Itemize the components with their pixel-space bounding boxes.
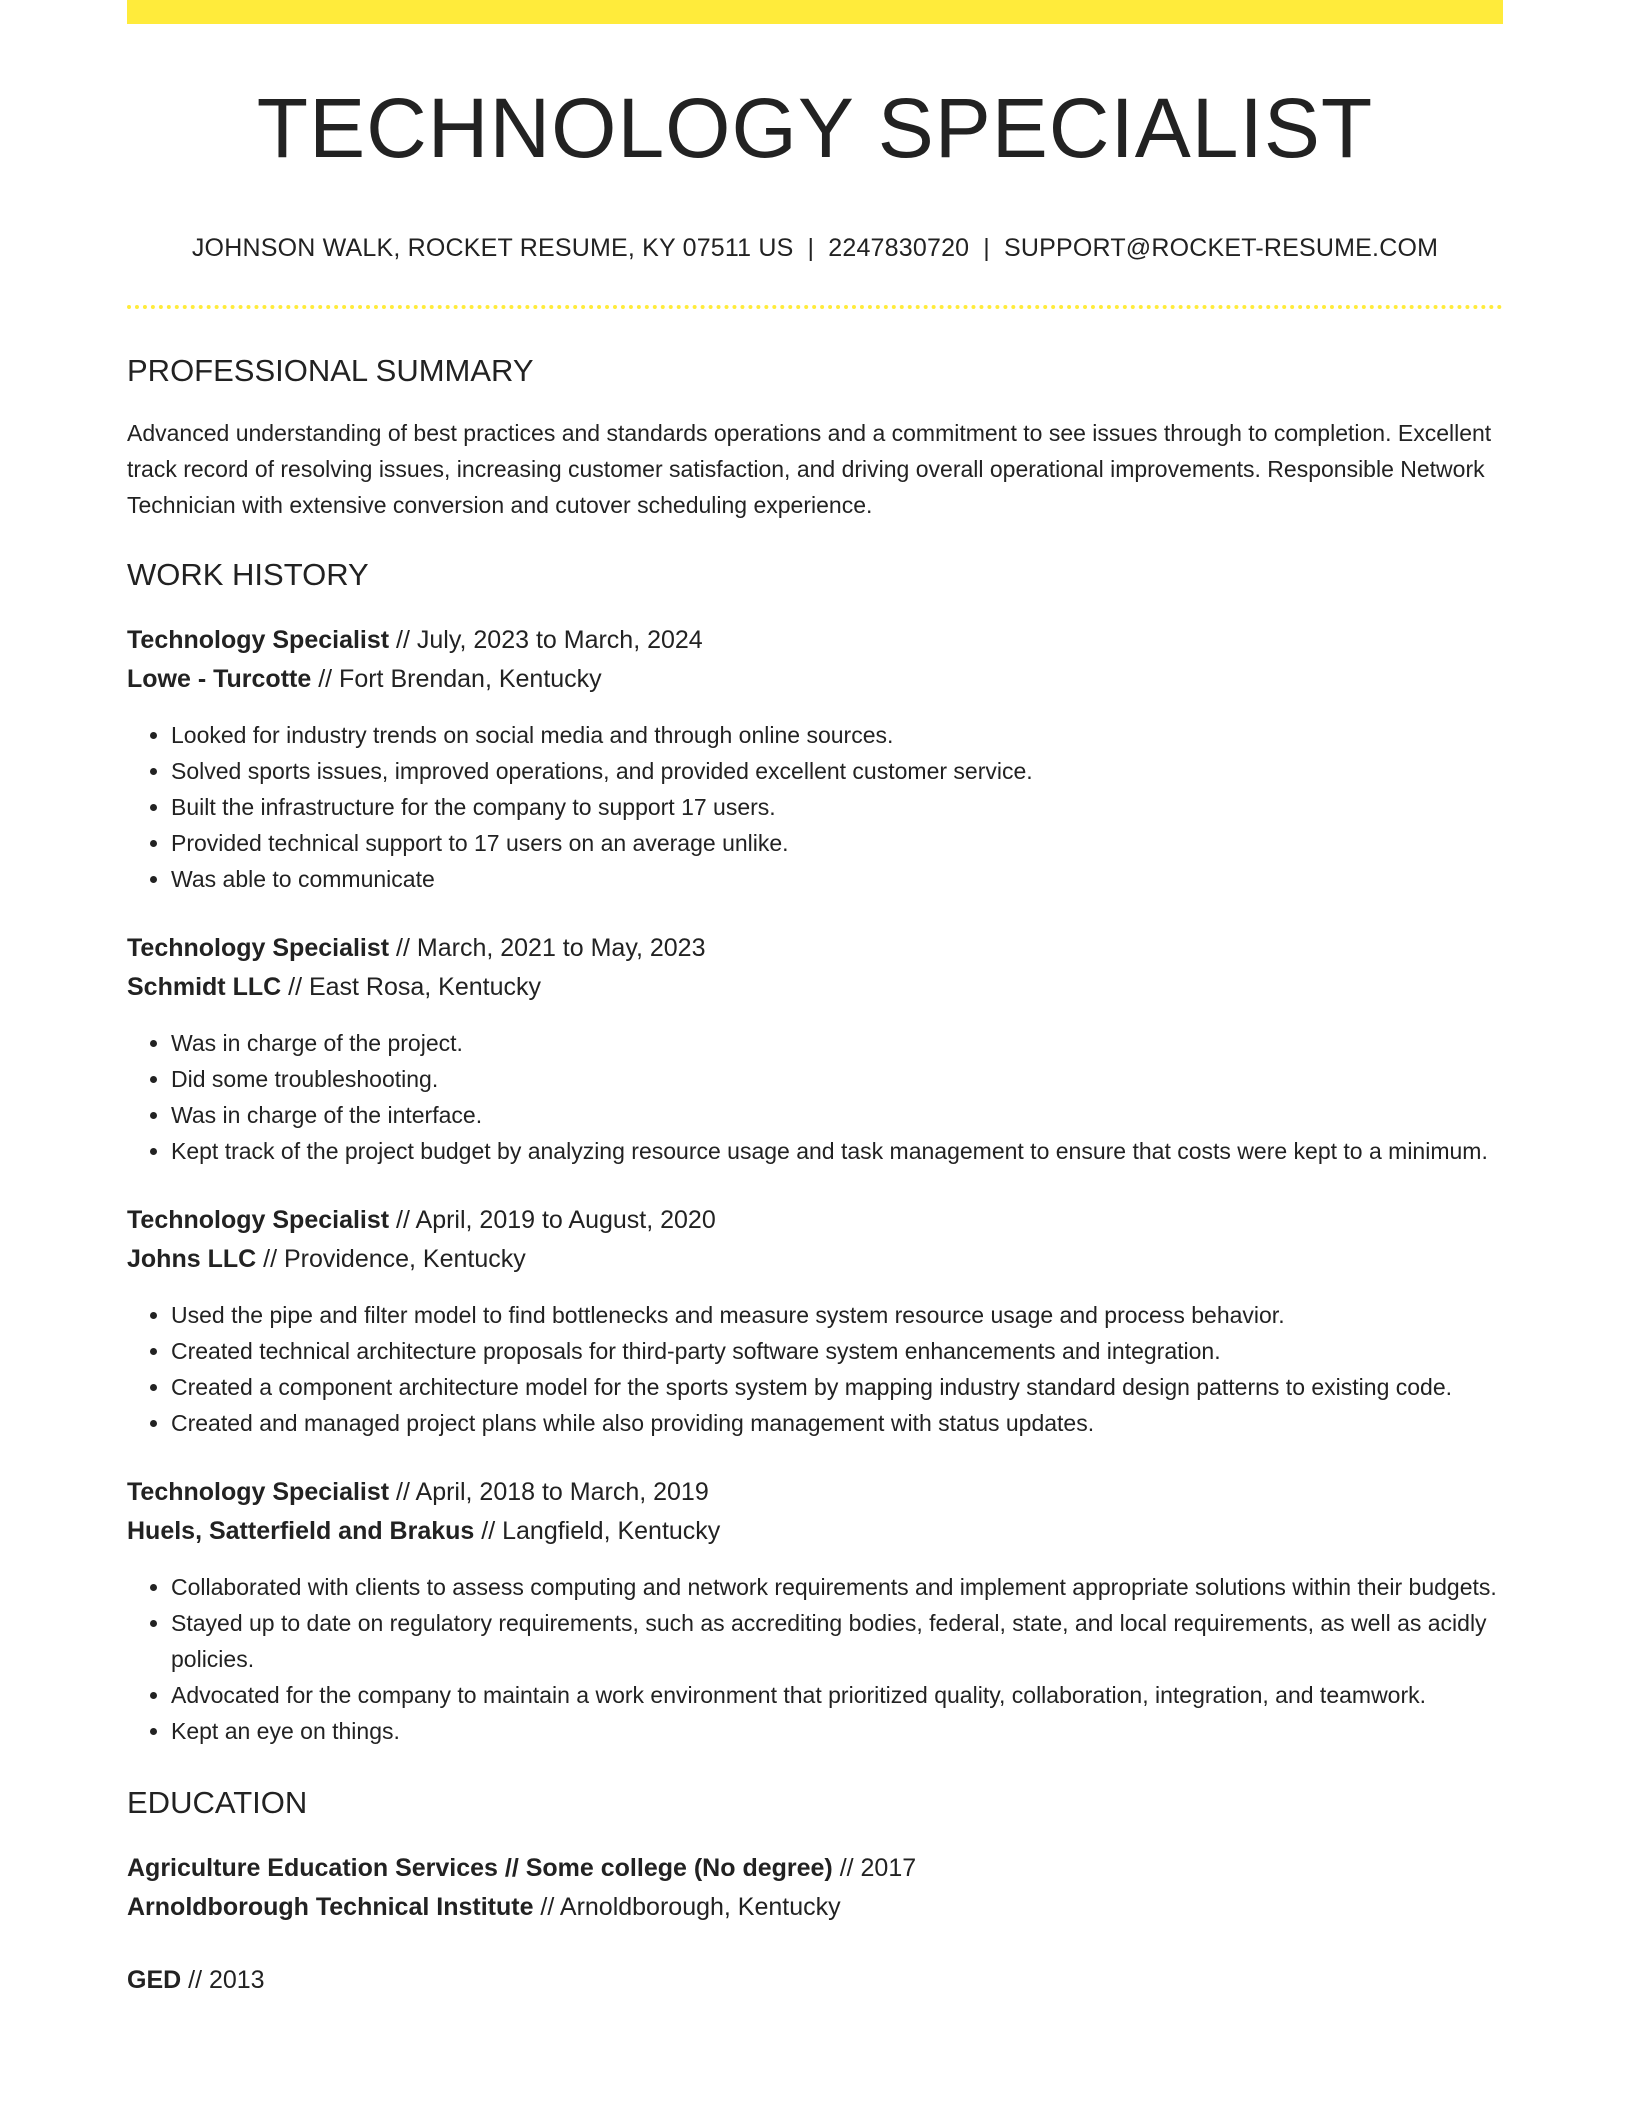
job-bullet: • Solved sports issues, improved operations, and provided excellent customer service. — [171, 753, 1503, 789]
job-role: Technology Specialist — [127, 1206, 390, 1235]
education-school-line — [127, 1888, 1503, 1927]
job-company: Johns LLC — [127, 1245, 257, 1274]
job-bullet: • Advocated for the company to maintain a work environment that prioritized quality, collaboration, integration, and teamwork. — [171, 1677, 1503, 1713]
job-title-line — [127, 1201, 1503, 1240]
job-location: // Langfield, Kentucky — [474, 1517, 721, 1546]
contact-separator: | — [983, 234, 990, 263]
resume-page — [127, 0, 1503, 2000]
job-company: Schmidt LLC — [127, 973, 282, 1002]
job-dates: // March, 2021 to May, 2023 — [389, 934, 706, 963]
job-location: // Fort Brendan, Kentucky — [311, 665, 602, 694]
job-entry — [127, 1201, 1503, 1441]
job-bullet: • Collaborated with clients to assess computing and network requirements and implement appropriate solutions within their budgets. — [171, 1569, 1503, 1605]
job-entry — [127, 621, 1503, 897]
summary-heading: PROFESSIONAL SUMMARY — [127, 353, 534, 389]
job-title-line — [127, 1473, 1503, 1512]
education-heading: EDUCATION — [127, 1785, 308, 1821]
job-company-line — [127, 968, 1503, 1007]
job-dates: // April, 2018 to March, 2019 — [389, 1478, 709, 1507]
job-bullet: • Kept track of the project budget by analyzing resource usage and task management to ensure that costs were kept to a minimum. — [171, 1133, 1503, 1169]
education-entry — [127, 1849, 1503, 1927]
job-bullets — [127, 1297, 1503, 1441]
contact-phone: 2247830720 — [828, 234, 970, 263]
job-bullet: • Looked for industry trends on social media and through online sources. — [171, 717, 1503, 753]
job-dates: // April, 2019 to August, 2020 — [389, 1206, 716, 1235]
job-role: Technology Specialist — [127, 626, 390, 655]
education-school: Arnoldborough Technical Institute — [127, 1893, 534, 1922]
summary-text: Advanced understanding of best practices and standards operations and a commitment to see issues through to completion. Excellent track record of resolving issues, increasing customer satisfaction, and driving overall operational improvements. Responsible Network Technician with extensive conversion and cutover scheduling experience. — [127, 420, 1492, 519]
job-bullet: • Was in charge of the project. — [171, 1025, 1503, 1061]
job-bullets — [127, 1569, 1503, 1749]
job-bullet: • Did some troubleshooting. — [171, 1061, 1503, 1097]
job-company: Huels, Satterfield and Brakus — [127, 1517, 475, 1546]
job-location: // Providence, Kentucky — [256, 1245, 526, 1274]
accent-top-bar — [127, 0, 1503, 24]
job-bullet: • Kept an eye on things. — [171, 1713, 1503, 1749]
work-history-heading: WORK HISTORY — [127, 557, 369, 593]
job-company-line — [127, 660, 1503, 699]
education-entry — [127, 1961, 1503, 2000]
job-bullet: • Created a component architecture model for the sports system by mapping industry standard design patterns to existing code. — [171, 1369, 1503, 1405]
job-entry — [127, 929, 1503, 1169]
job-role: Technology Specialist — [127, 1478, 390, 1507]
education-location: // Arnoldborough, Kentucky — [533, 1893, 841, 1922]
dotted-divider — [127, 305, 1503, 309]
education-list — [127, 1849, 1503, 2000]
education-degree: GED — [127, 1966, 182, 1995]
job-bullets — [127, 1025, 1503, 1169]
job-bullet: • Created technical architecture proposals for third-party software system enhancements and integration. — [171, 1333, 1503, 1369]
job-role: Technology Specialist — [127, 934, 390, 963]
job-bullet: • Used the pipe and filter model to find bottlenecks and measure system resource usage and process behavior. — [171, 1297, 1503, 1333]
work-history-list — [127, 621, 1503, 1749]
job-entry — [127, 1473, 1503, 1749]
education-degree-line — [127, 1961, 1503, 2000]
job-bullet: • Stayed up to date on regulatory requirements, such as accrediting bodies, federal, state, and local requirements, as well as acidly policies. — [171, 1605, 1503, 1677]
job-title-line — [127, 621, 1503, 660]
education-degree-line — [127, 1849, 1503, 1888]
job-bullet: • Was in charge of the interface. — [171, 1097, 1503, 1133]
candidate-name: TECHNOLOGY SPECIALIST — [256, 81, 1374, 175]
contact-email: SUPPORT@ROCKET-RESUME.COM — [1004, 234, 1439, 263]
contact-address: JOHNSON WALK, ROCKET RESUME, KY 07511 US — [191, 234, 794, 263]
education-degree: Agriculture Education Services // Some college (No degree) — [127, 1854, 833, 1883]
job-location: // East Rosa, Kentucky — [281, 973, 542, 1002]
contact-line — [127, 234, 1503, 263]
job-company: Lowe - Turcotte — [127, 665, 312, 694]
contact-separator: | — [807, 234, 815, 263]
education-year: // 2013 — [181, 1966, 265, 1995]
job-bullets — [127, 717, 1503, 897]
job-bullet: • Provided technical support to 17 users on an average unlike. — [171, 825, 1503, 861]
job-bullet: • Created and managed project plans while also providing management with status updates. — [171, 1405, 1503, 1441]
job-dates: // July, 2023 to March, 2024 — [389, 626, 703, 655]
job-company-line — [127, 1240, 1503, 1279]
job-company-line — [127, 1512, 1503, 1551]
job-title-line — [127, 929, 1503, 968]
job-bullet: • Was able to communicate — [171, 861, 1503, 897]
education-year: // 2017 — [832, 1854, 917, 1883]
job-bullet: • Built the infrastructure for the company to support 17 users. — [171, 789, 1503, 825]
